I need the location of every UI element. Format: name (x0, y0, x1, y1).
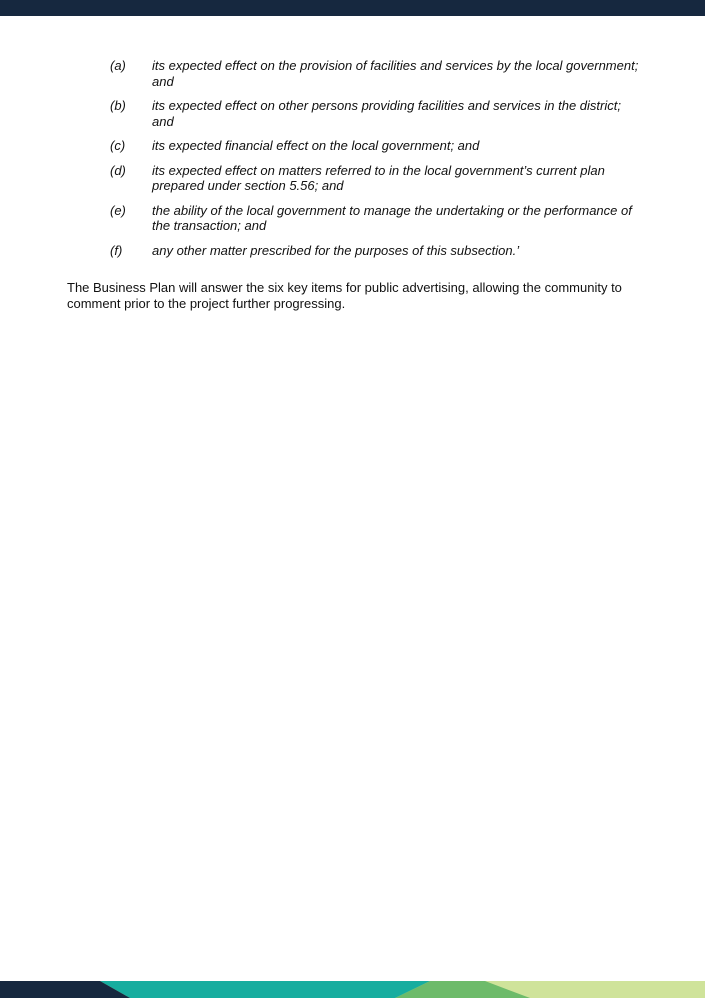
clause-text: the ability of the local government to manage the undertaking or the performance of the transaction; and (152, 202, 632, 233)
clause-text: its expected effect on other persons providing facilities and services in the district; and (152, 98, 621, 129)
body-paragraph: The Business Plan will answer the six key items for public advertising, allowing the community to comment prior to the project further progressing. (67, 280, 622, 311)
clause-label: (f) (110, 242, 123, 258)
clause-a (0, 58, 705, 89)
clause-b (0, 98, 705, 129)
clause-text: its expected effect on matters referred to in the local government’s current plan prepared under section 5.56; and (152, 162, 605, 193)
clause-f (0, 243, 705, 259)
clause-label: (a) (110, 58, 126, 73)
clause-label: (d) (110, 162, 126, 178)
clause-text: its expected effect on the provision of facilities and services by the local government; and (152, 58, 639, 89)
footer-teal-segment (100, 981, 430, 998)
clause-text: any other matter prescribed for the purposes of this subsection.’ (152, 242, 520, 258)
clause-label: (e) (110, 202, 126, 218)
clause-e (0, 203, 705, 234)
clause-label: (b) (110, 98, 126, 113)
clause-label: (c) (110, 138, 126, 153)
clause-text: its expected financial effect on the local government; and (152, 138, 480, 153)
clause-c (0, 138, 705, 154)
clause-list (0, 58, 705, 267)
footer-band (0, 981, 705, 998)
top-header-bar (0, 0, 705, 16)
clause-d (0, 163, 705, 194)
